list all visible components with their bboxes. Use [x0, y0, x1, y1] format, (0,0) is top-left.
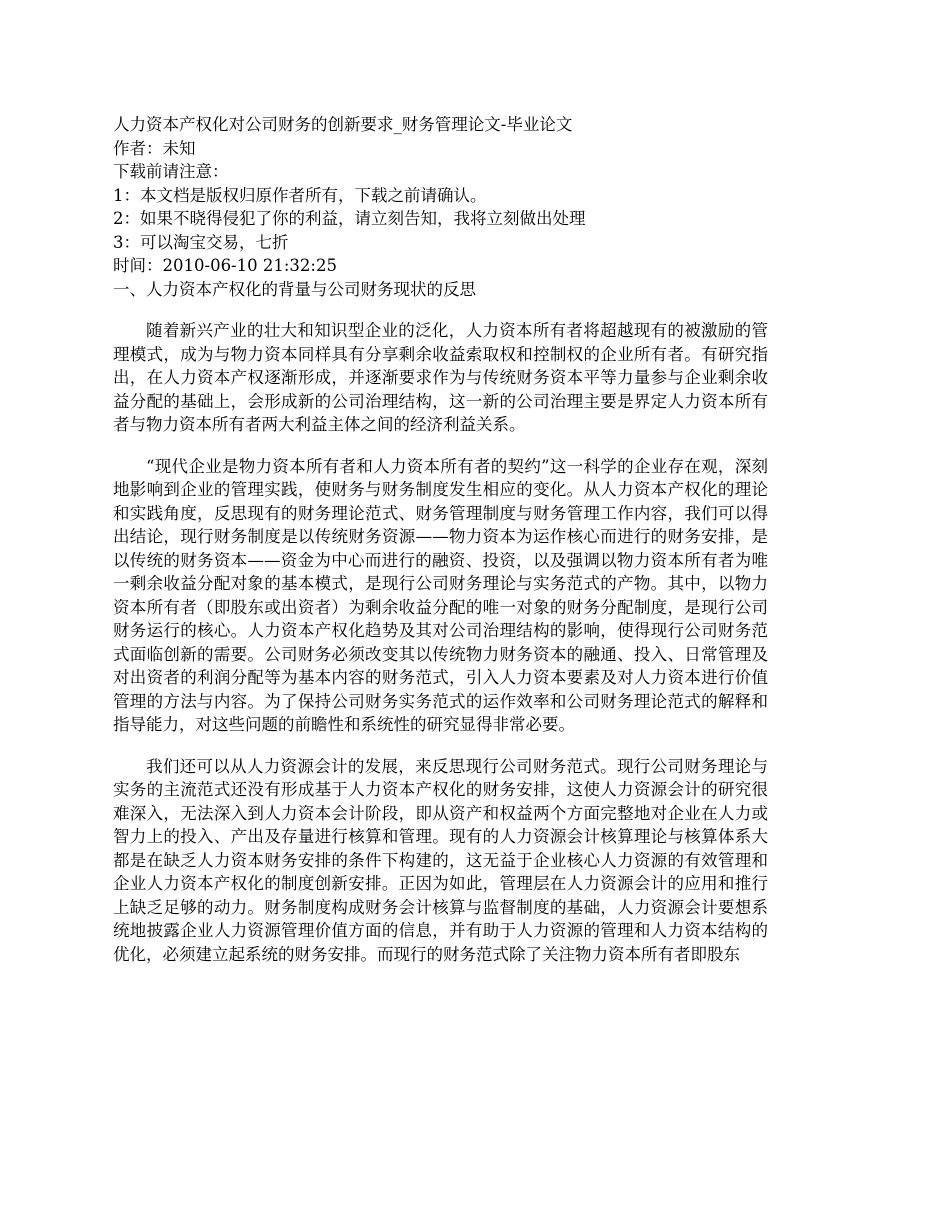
- section-heading: 一、人力资本产权化的背量与公司财务现状的反思: [113, 279, 476, 299]
- publish-time: 时间：2010-06-10 21:32:25: [113, 256, 337, 275]
- body-paragraph-3: 我们还可以从人力资源会计的发展，来反思现行公司财务范式。现行公司财务理论与实务的主流范式还没有形成基于人力资本产权化的财务安排，这使人力资源会计的研究很难深入，无法深入到人力资本会计阶段，即从资产和权益两个方面完整地对企业在人力或智力上的投入、产出及存量进行核算和管理。现有的人力资源会计核算理论与核算体系大都是在缺乏人力资本财务安排的条件下构建的，这无益于企业核心人力资源的有效管理和企业人力资本产权化的制度创新安排。正因为如此，管理层在人力资源会计的应用和推行上缺乏足够的动力。财务制度构成财务会计核算与监督制度的基础，人力资源会计要想系统地披露企业人力资源管理价值方面的信息，并有助于人力资源的管理和人力资本结构的优化，必须建立起系统的财务安排。而现行的财务范式除了关注物力资本所有者即股东: [113, 756, 768, 964]
- body-paragraph-1: 随着新兴产业的壮大和知识型企业的泛化，人力资本所有者将超越现有的被激励的管理模式，成为与物力资本同样具有分享剩余收益索取权和控制权的企业所有者。有研究指出，在人力资本产权逐渐形成，并逐渐要求作为与传统财务资本平等力量参与企业剩余收益分配的基础上，会形成新的公司治理结构，这一新的公司治理主要是界定人力资本所有者与物力资本所有者两大利益主体之间的经济利益关系。: [113, 321, 768, 434]
- document-page: [113, 113, 768, 966]
- notice-item-1: 1：本文档是版权归原作者所有，下载之前请确认。: [113, 185, 487, 205]
- document-title: 人力资本产权化对公司财务的创新要求_财务管理论文-毕业论文: [113, 115, 573, 134]
- notice-item-2: 2：如果不晓得侵犯了你的利益，请立刻告知，我将立刻做出处理: [113, 209, 586, 228]
- body-paragraph-2: “现代企业是物力资本所有者和人力资本所有者的契约”这一科学的企业存在观，深刻地影响到企业的管理实践，使财务与财务制度发生相应的变化。从人力资本产权化的理论和实践角度，反思现有的财务理论范式、财务管理制度与财务管理工作内容，我们可以得出结论，现行财务制度是以传统财务资源——物力资本为运作核心而进行的财务安排，是以传统的财务资本——资金为中心而进行的融资、投资，以及强调以物力资本所有者为唯一剩余收益分配对象的基本模式，是现行公司财务理论与实务范式的产物。其中，以物力资本所有者（即股东或出资者）为剩余收益分配的唯一对象的财务分配制度，是现行公司财务运行的核心。人力资本产权化趋势及其对公司治理结构的影响，使得现行公司财务范式面临创新的需要。公司财务必须改变其以传统物力财务资本的融通、投入、日常管理及对出资者的利润分配等为基本内容的财务范式，引入人力资本要素及对人力资本进行价值管理的方法与内容。为了保持公司财务实务范式的运作效率和公司财务理论范式的解释和指导能力，对这些问题的前瞻性和系统性的研究显得非常必要。: [113, 456, 768, 734]
- author-line: 作者：未知: [113, 138, 196, 158]
- notice-item-3: 3：可以淘宝交易，七折: [113, 232, 289, 252]
- download-notice: 下载前请注意：: [113, 162, 229, 181]
